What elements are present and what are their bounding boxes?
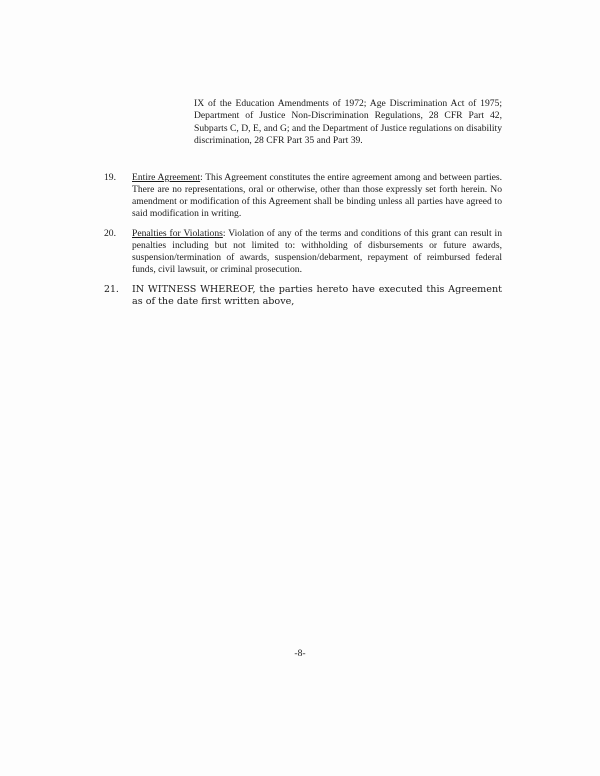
clause-number: 21. bbox=[104, 284, 119, 295]
clause-witness bbox=[104, 284, 504, 309]
clause-number: 19. bbox=[104, 172, 116, 183]
clause-number: 20. bbox=[104, 228, 116, 239]
continued-clause-text: IX of the Education Amendments of 1972; Age Discrimination Act of 1975; Department of Justice Non-Discrimination Regulations, 28 CFR Part 42, Subparts C, D, E, and G; and the Department of Justice regulations on disability discrimination, 28 CFR Part 35 and Part 39. bbox=[194, 98, 502, 146]
clause-body bbox=[132, 228, 502, 276]
clause-entire-agreement bbox=[104, 172, 504, 220]
clause-heading: Entire Agreement bbox=[132, 172, 201, 183]
clause-body bbox=[132, 172, 502, 220]
clause-heading: Penalties for Violations bbox=[132, 228, 223, 239]
page-number: -8- bbox=[294, 648, 306, 659]
clause-penalties-for-violations bbox=[104, 228, 504, 276]
clause-text: : Violation of any of the terms and conditions of this grant can result in penalties including but not limited to: withholding of disbursements or future awards, suspension/termination of awards, suspension/debarment, repayment of reimbursed federal funds, civil lawsuit, or criminal prosecution. bbox=[132, 228, 502, 275]
clause-text: : This Agreement constitutes the entire agreement among and between parties. There are no representations, oral or otherwise, other than those expressly set forth herein. No amendment or modification of this Agreement shall be binding unless all parties have agreed to said modification in writing. bbox=[132, 172, 503, 219]
clause-text: IN WITNESS WHEREOF, the parties hereto have executed this Agreement as of the date first written above, bbox=[132, 284, 502, 308]
